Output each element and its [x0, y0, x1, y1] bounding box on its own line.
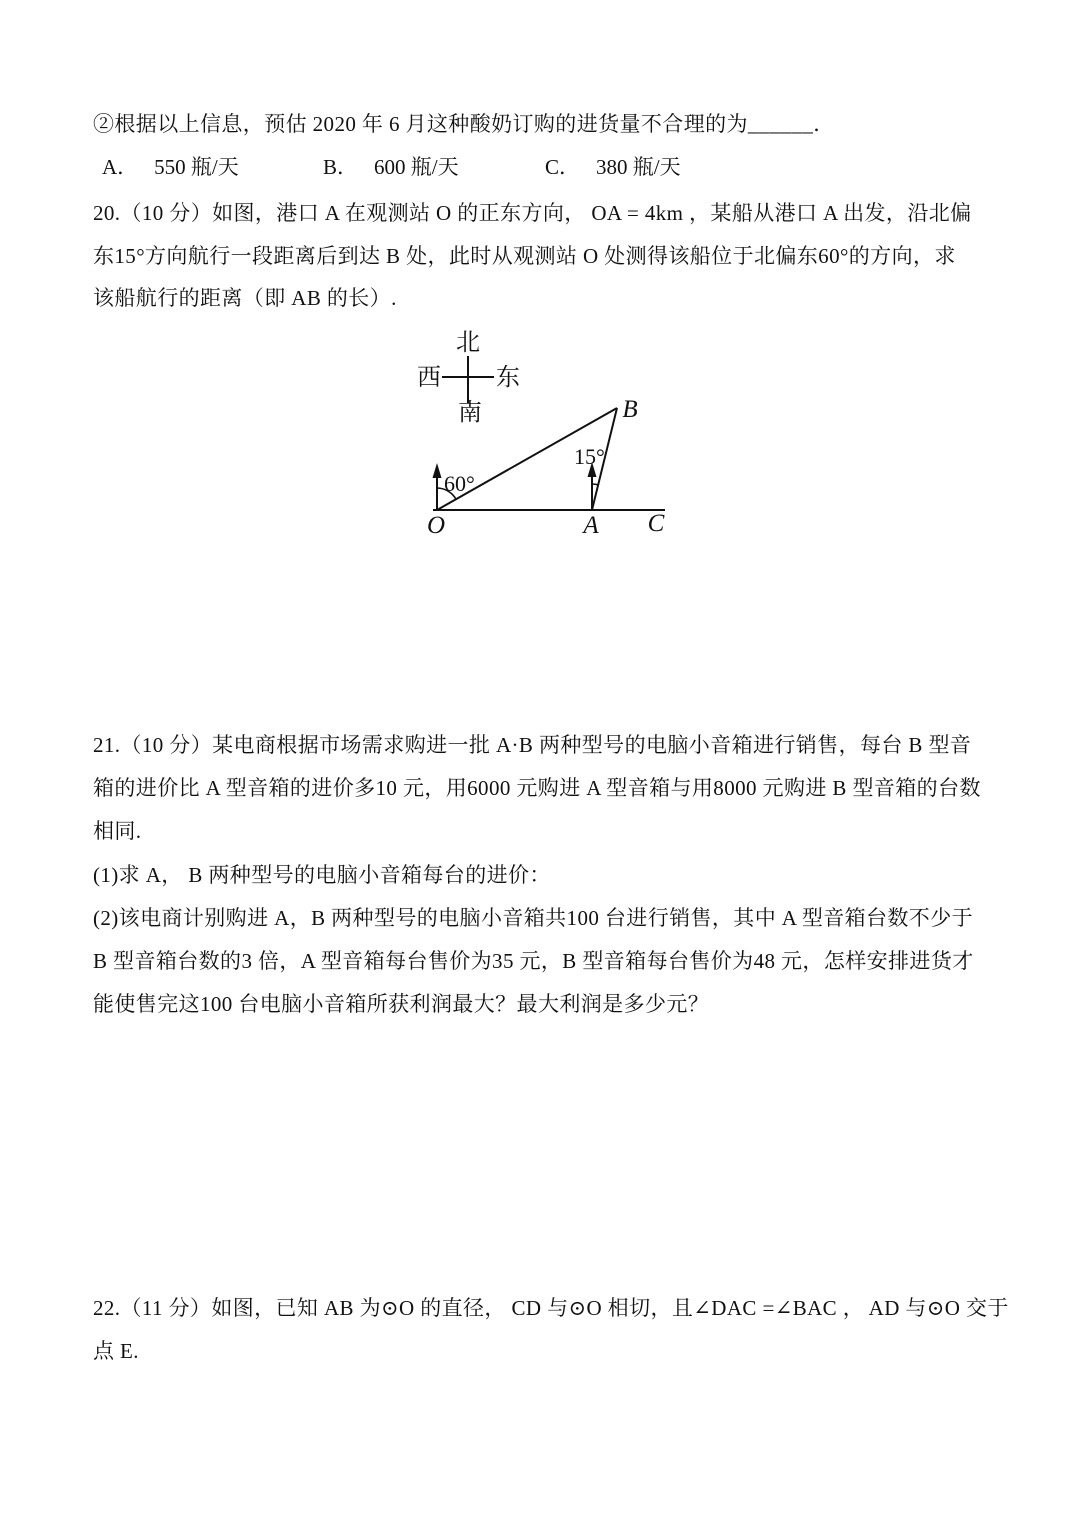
q20-line-2: 东15°方向航行一段距离后到达 B 处，此时从观测站 O 处测得该船位于北偏东60°的方向，求	[93, 244, 956, 268]
option-c	[545, 152, 681, 182]
q21-part-2-line-2: B 型音箱台数的3 倍，A 型音箱每台售价为35 元，B 型音箱每台售价为48 元，怎样安排进货才	[93, 949, 974, 973]
angle-60-label: 60°	[444, 471, 475, 496]
q21-line-1: 21.（10 分）某电商根据市场需求购进一批 A·B 两种型号的电脑小音箱进行销售，每台 B 型音	[93, 733, 972, 757]
q21-line-2: 箱的进价比 A 型音箱的进价多10 元，用6000 元购进 A 型音箱与用8000 元购进 B 型音箱的台数	[93, 776, 981, 800]
vertex-B-label: B	[622, 396, 638, 423]
q22-line-2: 点 E.	[93, 1339, 139, 1363]
option-a-label: A．	[102, 155, 139, 179]
compass-south-label: 南	[458, 400, 482, 426]
q21-part-1: (1)求 A， B 两种型号的电脑小音箱每台的进价：	[93, 863, 551, 887]
option-b-label: B．	[323, 155, 359, 179]
vertex-C-label: C	[647, 510, 665, 537]
q21-line-3: 相同.	[93, 819, 142, 843]
option-b-value: 600 瓶/天	[374, 155, 459, 179]
q20-line-3: 该船航行的距离（即 AB 的长）.	[93, 286, 397, 310]
option-a-value: 550 瓶/天	[154, 155, 239, 179]
compass-west-label: 西	[417, 365, 441, 391]
q22-line-1: 22.（11 分）如图，已知 AB 为⊙O 的直径， CD 与⊙O 相切，且∠DAC =∠BAC ， AD 与⊙O 交于	[93, 1296, 1009, 1320]
compass-rose	[417, 330, 520, 426]
option-c-label: C．	[545, 155, 581, 179]
north-arrow-at-A	[588, 462, 597, 510]
angle-15-label: 15°	[574, 444, 605, 469]
option-c-value: 380 瓶/天	[596, 155, 681, 179]
compass-east-label: 东	[496, 365, 520, 391]
compass-north-label: 北	[456, 330, 480, 356]
q19-sub-question-text: ②根据以上信息，预估 2020 年 6 月这种酸奶订购的进货量不合理的为______．	[93, 112, 835, 136]
q20-figure	[398, 328, 693, 546]
option-b	[323, 152, 459, 182]
angle-arc-at-A	[592, 484, 598, 485]
q21-part-2-line-1: (2)该电商计别购进 A，B 两种型号的电脑小音箱共100 台进行销售，其中 A 型音箱台数不少于	[93, 906, 974, 930]
vertex-O-label: O	[426, 512, 446, 539]
q21-part-2-line-3: 能使售完这100 台电脑小音箱所获利润最大？最大利润是多少元？	[93, 992, 710, 1016]
vertex-A-label: A	[583, 512, 599, 539]
north-arrow-at-O	[433, 463, 442, 510]
q20-line-1: 20.（10 分）如图，港口 A 在观测站 O 的正东方向， OA = 4km ，某船从港口 A 出发，沿北偏	[93, 201, 972, 225]
option-a	[102, 152, 239, 182]
